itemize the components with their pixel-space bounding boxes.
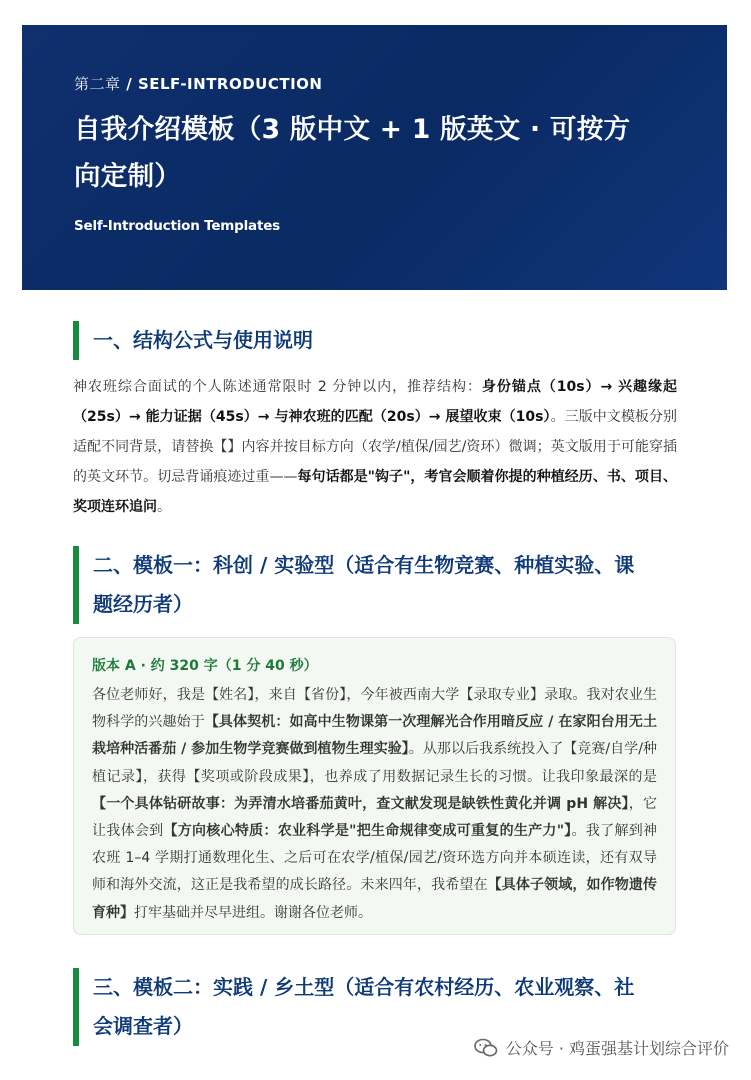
section-heading-template-one: 二、模板一：科创 / 实验型（适合有生物竞赛、种植实验、课 题经历者） <box>73 546 678 624</box>
card-label: 版本 A · 约 320 字（1 分 40 秒） <box>92 658 318 674</box>
structure-paragraph: 神农班综合面试的个人陈述通常限时 2 分钟以内，推荐结构：身份锚点（10s）→ 兴趣缘起（25s）→ 能力证据（45s）→ 与神农班的匹配（20s）→ 展望收束（10s）。三版中文模板分别适配不同背景，请替换【】内容并按目标方向（农学/植保/园艺/资环）微调；英文版用于可能穿插的英文环节。切忌背诵痕迹过重——每句话都是"钩子"，考官会顺着你提的种植经历、书、项目、奖项连环追问。 <box>73 379 677 515</box>
chapter-kicker: 第二章 / SELF-INTRODUCTION <box>74 75 323 93</box>
section-heading-structure: 一、结构公式与使用说明 <box>73 321 678 360</box>
card-text: 各位老师好，我是【姓名】，来自【省份】，今年被西南大学【录取专业】录取。我对农业生物科学的兴趣始于【具体契机：如高中生物课第一次理解光合作用暗反应 / 在家阳台用无土栽培种活番茄 / 参加生物学竞赛做到植物生理实验】。从那以后我系统投入了【竞赛/自学/种植记录】，获得【奖项或阶段成果】，也养成了用数据记录生长的习惯。让我印象最深的是【一个具体钻研故事：为弄清水培番茄黄叶，查文献发现是缺铁性黄化并调 pH 解决】，它让我体会到【方向核心特质：农业科学是"把生命规律变成可重复的生产力"】。我了解到神农班 1–4 学期打通数理化生、之后可在农学/植保/园艺/资环选方向并本硕连读，还有双导师和海外交流，这正是我希望的成长路径。未来四年，我希望在【具体子领域，如作物遗传育种】打牢基础并尽早进组。谢谢各位老师。 <box>92 687 658 921</box>
wechat-watermark <box>474 1036 729 1059</box>
chapter-hero <box>22 25 727 290</box>
template-card-version-a <box>73 637 676 935</box>
section-heading-template-two: 三、模板二：实践 / 乡土型（适合有农村经历、农业观察、社 会调查者） <box>73 968 678 1046</box>
page-subtitle: Self-Introduction Templates <box>74 218 280 234</box>
wechat-icon <box>474 1038 498 1058</box>
watermark-text: 公众号 · 鸡蛋强基计划综合评价 <box>505 1039 729 1058</box>
page-title: 自我介绍模板（3 版中文 + 1 版英文 · 可按方 向定制） <box>74 114 631 192</box>
